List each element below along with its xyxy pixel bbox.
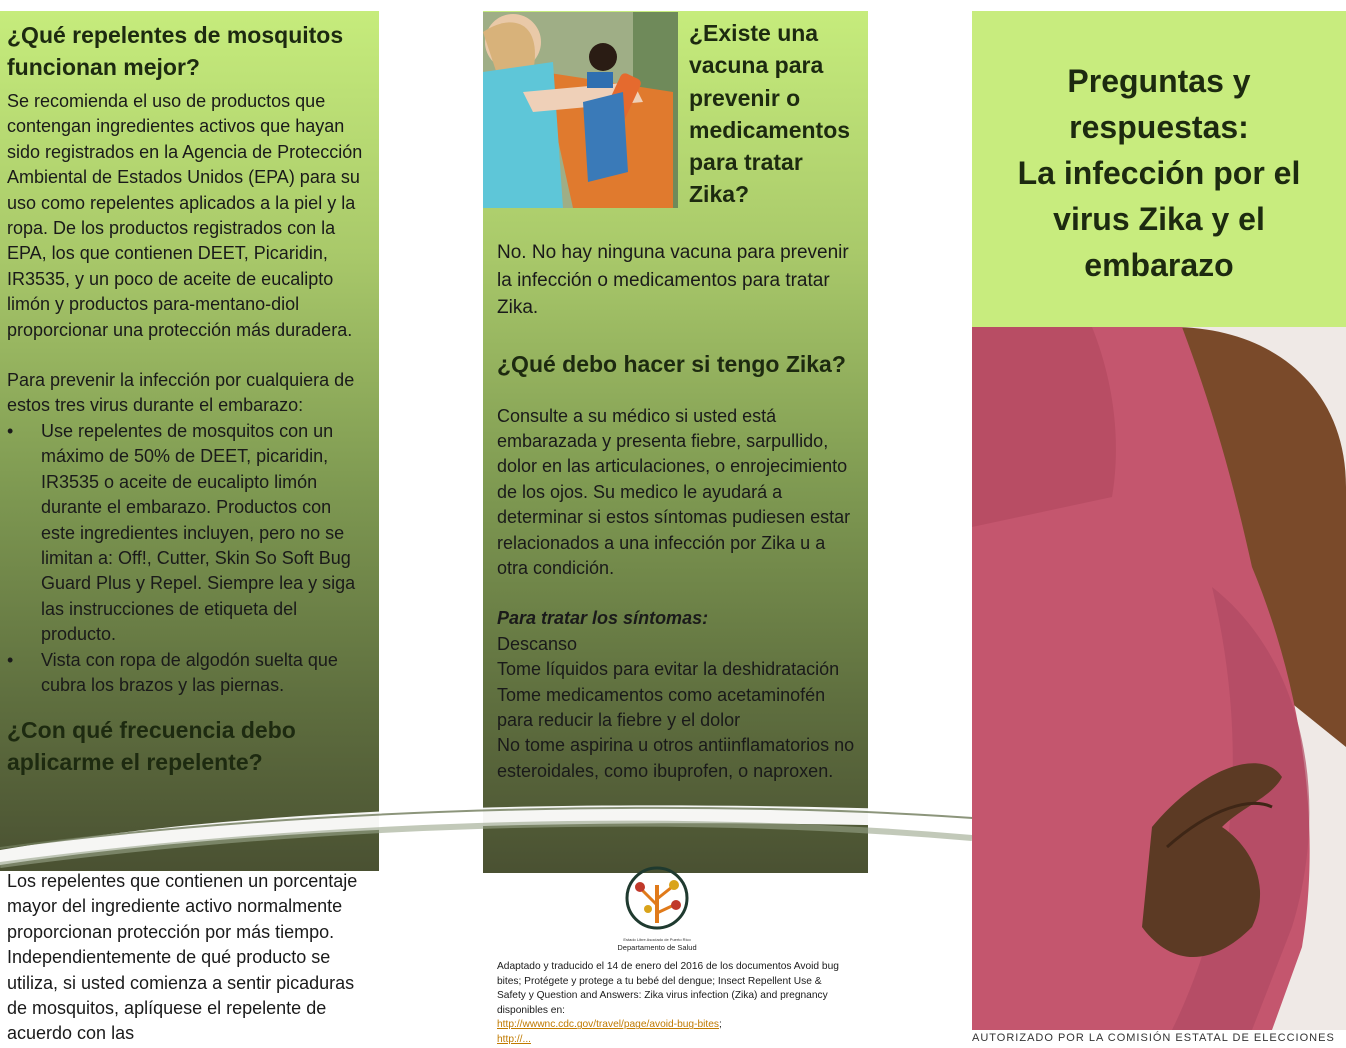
authorization-footer: AUTORIZADO POR LA COMISIÓN ESTATAL DE ELECCIONES bbox=[972, 1032, 1335, 1044]
middle-panel-content bbox=[497, 239, 859, 784]
question-frequency-heading: ¿Con qué frecuencia debo aplicarme el repelente? bbox=[7, 717, 296, 776]
treatment-heading: Para tratar los síntomas: bbox=[497, 608, 709, 629]
repellent-spray-photo bbox=[483, 12, 678, 208]
title-line: La infección por el bbox=[1017, 155, 1301, 191]
logo-title: Departamento de Salud bbox=[617, 943, 697, 952]
question-zika-heading: ¿Qué debo hacer si tengo Zika? bbox=[497, 350, 846, 377]
pregnant-woman-photo bbox=[972, 327, 1346, 1030]
brochure-title bbox=[972, 58, 1346, 288]
zika-advice-paragraph: Consulte a su médico si usted está embarazada y presenta fiebre, sarpullido, dolor en las articulaciones, o enrojecimiento de los ojos. Su medico le ayudará a determinar si estos síntomas pudiesen estar relacionados a una infección por Zika u a otra condición. bbox=[497, 405, 851, 578]
question-vaccine bbox=[689, 17, 861, 211]
left-panel-content bbox=[7, 19, 367, 778]
treatment-item: Descanso bbox=[497, 633, 578, 654]
question-vaccine-heading: ¿Existe una vacuna para prevenir o medicamentos para tratar Zika? bbox=[689, 20, 851, 208]
credits-text: Adaptado y traducido el 14 de enero del 2016 de los documentos Avoid bug bites; Protégete y protege a tu bebé del dengue; Insect Repellent Use & Safety y Question and Answers: Zika virus infection (Zika) and pregnancy disponibles en: bbox=[497, 961, 839, 1016]
frequency-paragraph: Los repelentes que contienen un porcentaje mayor del ingrediente activo normalmente proporcionan protección por más tiempo. Independientemente de qué producto se utiliza, si usted comienza a sentir picaduras de mosquitos, aplíquese el repelente de acuerdo con las bbox=[7, 871, 358, 1044]
title-line: embarazo bbox=[1084, 247, 1234, 283]
second-link[interactable]: http://... bbox=[497, 1033, 531, 1045]
list-item: • Vista con ropa de algodón suelta que cubra los brazos y las piernas. bbox=[41, 648, 367, 699]
left-panel-bottom bbox=[7, 869, 372, 1047]
logo-subtitle: Estado Libre Asociado de Puerto Rico bbox=[623, 937, 691, 942]
cdc-link[interactable]: http://wwwnc.cdc.gov/travel/page/avoid-bug-bites bbox=[497, 1019, 719, 1031]
question-repellents-heading: ¿Qué repelentes de mosquitos funcionan mejor? bbox=[7, 22, 344, 80]
health-department-logo bbox=[612, 865, 702, 955]
prevention-intro: Para prevenir la infección por cualquiera de estos tres virus durante el embarazo: bbox=[7, 370, 355, 416]
prevention-list bbox=[7, 419, 367, 698]
treatment-item: Tome medicamentos como acetaminofén para reducir la fiebre y el dolor bbox=[497, 684, 826, 730]
credits-block: Adaptado y traducido el 14 de enero del 2016 de los documentos Avoid bug bites; Protégete y protege a tu bebé del dengue; Insect Repellent Use & Safety y Question and Answers: Zika virus infection (Zika) and pregnancy disponibles en: http://wwwnc.cdc.gov/travel/page/avoid-bug-bites; http://... bbox=[497, 961, 839, 1045]
list-item: • Use repelentes de mosquitos con un máximo de 50% de DEET, picaridin, IR3535 o aceite de eucalipto limón durante el embarazo. Productos con este ingredientes incluyen, pero no se limitan a: Off!, Cutter, Skin So Soft Bug Guard Plus y Repel. Siempre lea y siga las instrucciones de etiqueta del producto. bbox=[41, 419, 367, 648]
treatment-item: No tome aspirina u otros antiinflamatorios no esteroidales, como ibuprofen, o naproxen. bbox=[497, 735, 855, 781]
title-line: Preguntas y bbox=[1067, 63, 1251, 99]
title-line: respuestas: bbox=[1069, 109, 1249, 145]
treatment-item: Tome líquidos para evitar la deshidratación bbox=[497, 659, 840, 680]
vaccine-answer: No. No hay ninguna vacuna para prevenir la infección o medicamentos para tratar Zika. bbox=[497, 242, 849, 318]
title-line: virus Zika y el bbox=[1053, 201, 1265, 237]
repellents-paragraph: Se recomienda el uso de productos que contengan ingredientes activos que hayan sido registrados en la Agencia de Protección Ambiental de Estados Unidos (EPA) para su uso como repelentes aplicados a la piel y la ropa. De los productos registrados con la EPA, los que contienen DEET, Picaridin, IR3535, y un poco de aceite de eucalipto limón y productos para-mentano-diol proporcionar una protección más duradera. bbox=[7, 91, 363, 340]
